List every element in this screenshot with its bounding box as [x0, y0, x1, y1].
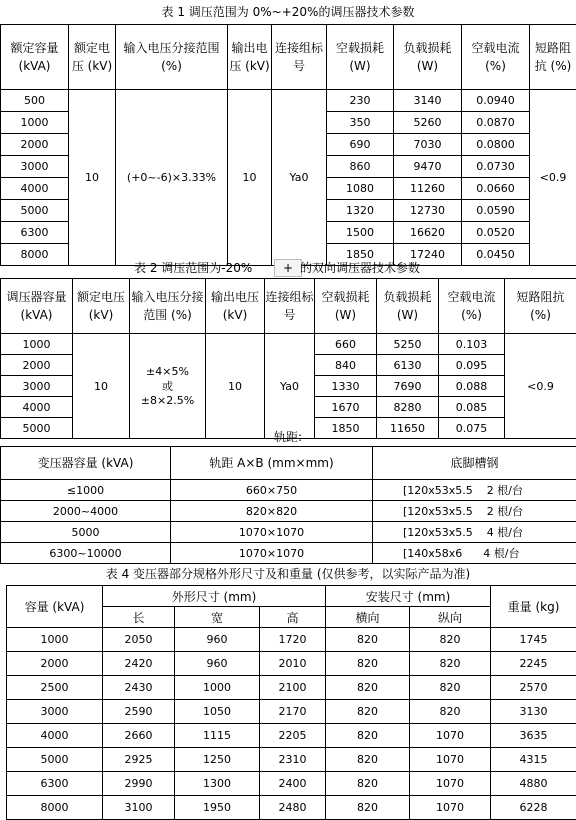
table4-cell: 820 — [326, 772, 410, 796]
table3-cell: [140x58x6 4 根/台 — [373, 543, 576, 564]
table4-cell: 8000 — [7, 796, 103, 820]
table1-header-cell: 输出电压 (kV) — [228, 25, 272, 90]
table1-cell: 1500 — [327, 222, 394, 244]
table1-header-cell: 空载损耗 (W) — [327, 25, 394, 90]
table4-cell: 820 — [326, 748, 410, 772]
table4-cell: 2400 — [260, 772, 326, 796]
table1-group-cell: Ya0 — [272, 90, 327, 266]
table-row — [7, 796, 576, 820]
table2-header-row — [1, 279, 576, 334]
table2-cell: 0.085 — [439, 397, 505, 418]
table4-cell: 820 — [410, 652, 491, 676]
table2-title-start: 表 2 调压范围为-20% — [134, 260, 252, 276]
table4-cell: 3000 — [7, 700, 103, 724]
table1-cell: 0.0870 — [462, 112, 530, 134]
table4-cell: 960 — [175, 652, 260, 676]
table2-cell: 0.103 — [439, 334, 505, 355]
table1-cell: 2000 — [1, 134, 69, 156]
table2-header-cell: 负载损耗 (W) — [377, 279, 439, 334]
table4-header-capacity: 容量 (kVA) — [7, 586, 103, 628]
table2-cell: 4000 — [1, 397, 73, 418]
table4 — [6, 585, 576, 820]
table4-cell: 1000 — [7, 628, 103, 652]
table4-subheader-cell: 长 — [103, 607, 175, 628]
table-row — [7, 700, 576, 724]
table4-cell: 1720 — [260, 628, 326, 652]
table1-range-cell: (+0~-6)×3.33% — [116, 90, 228, 266]
table4-cell: 2050 — [103, 628, 175, 652]
table3-header-cell: 变压器容量 (kVA) — [1, 447, 171, 480]
table1-cell: 6300 — [1, 222, 69, 244]
table4-cell: 820 — [326, 700, 410, 724]
table3-cell: 6300~10000 — [1, 543, 171, 564]
table4-cell: 1070 — [410, 724, 491, 748]
table-row — [7, 748, 576, 772]
table4-cell: 2430 — [103, 676, 175, 700]
table2-header-cell: 调压器容量 (kVA) — [1, 279, 73, 334]
table1-header-cell: 输入电压分接范围(%) — [116, 25, 228, 90]
table1 — [0, 24, 576, 266]
table2-header-cell: 短路阻抗 (%) — [505, 279, 576, 334]
table1-cell: 3000 — [1, 156, 69, 178]
table1-cell: 1320 — [327, 200, 394, 222]
table1-cell: 860 — [327, 156, 394, 178]
table1-cell: 0.0520 — [462, 222, 530, 244]
table2-cell: 0.095 — [439, 355, 505, 376]
table2-title-end: 的双向调压器技术参数 — [300, 260, 420, 276]
table2-cell: 1330 — [315, 376, 377, 397]
table4-subheader-cell: 纵向 — [410, 607, 491, 628]
table3-cell: 1070×1070 — [171, 522, 373, 543]
table3-cell: [120x53x5.5 2 根/台 — [373, 501, 576, 522]
table2-cell: 840 — [315, 355, 377, 376]
table4-cell: 1745 — [491, 628, 576, 652]
table2-cell: 2000 — [1, 355, 73, 376]
table2-impedance-cell: <0.9 — [505, 334, 576, 439]
table4-cell: 2310 — [260, 748, 326, 772]
table4-cell: 1000 — [175, 676, 260, 700]
table1-cell: 7030 — [394, 134, 462, 156]
table3-cell: 2000~4000 — [1, 501, 171, 522]
table4-cell: 2100 — [260, 676, 326, 700]
table1-impedance-cell: <0.9 — [530, 90, 576, 266]
table2-group-cell: Ya0 — [265, 334, 315, 439]
table3-cell: 660×750 — [171, 480, 373, 501]
table-row — [1, 480, 576, 501]
table4-cell: 2245 — [491, 652, 576, 676]
table2-range-or: 或 — [130, 378, 205, 394]
table4-cell: 2990 — [103, 772, 175, 796]
table1-cell: 1850 — [327, 244, 394, 266]
table1-header-cell: 额定电压 (kV) — [69, 25, 116, 90]
table1-cell: 0.0450 — [462, 244, 530, 266]
table1-cell: 9470 — [394, 156, 462, 178]
table4-cell: 1250 — [175, 748, 260, 772]
table2-range-cell — [130, 334, 206, 439]
table1-out-voltage-cell: 10 — [228, 90, 272, 266]
table4-cell: 2925 — [103, 748, 175, 772]
table1-cell: 500 — [1, 90, 69, 112]
table3-cell: 1070×1070 — [171, 543, 373, 564]
table2-cell: 7690 — [377, 376, 439, 397]
table4-cell: 2205 — [260, 724, 326, 748]
table-row — [1, 334, 576, 355]
table4-subheader-cell: 横向 — [326, 607, 410, 628]
table2-out-voltage-cell: 10 — [206, 334, 265, 439]
table2-header-cell: 输入电压分接范围 (%) — [130, 279, 206, 334]
table3-header-cell: 底脚槽钢 — [373, 447, 576, 480]
table3-cell: ≤1000 — [1, 480, 171, 501]
table-row — [1, 543, 576, 564]
table1-cell: 12730 — [394, 200, 462, 222]
table1-header-row — [1, 25, 576, 90]
table4-cell: 820 — [410, 676, 491, 700]
table1-cell: 3140 — [394, 90, 462, 112]
table1-cell: 17240 — [394, 244, 462, 266]
table2-cell: 0.075 — [439, 418, 505, 439]
table4-header-weight: 重量 (kg) — [491, 586, 576, 628]
table2-cell: 0.088 — [439, 376, 505, 397]
table4-cell: 5000 — [7, 748, 103, 772]
table1-header-cell: 短路阻抗 (%) — [530, 25, 576, 90]
table-row — [7, 724, 576, 748]
table3-cell: [120x53x5.5 2 根/台 — [373, 480, 576, 501]
table4-header-outline: 外形尺寸 (mm) — [103, 586, 326, 607]
table2-range-1: ±4×5% — [130, 365, 205, 378]
table4-cell: 2420 — [103, 652, 175, 676]
table4-cell: 1115 — [175, 724, 260, 748]
table4-cell: 1950 — [175, 796, 260, 820]
table3-header-row — [1, 447, 576, 480]
table-row — [7, 676, 576, 700]
table2-voltage-cell: 10 — [73, 334, 130, 439]
table1-header-cell: 连接组标号 — [272, 25, 327, 90]
table1-header-cell: 空载电流 (%) — [462, 25, 530, 90]
table4-subheader-cell: 高 — [260, 607, 326, 628]
table4-header-install: 安装尺寸 (mm) — [326, 586, 491, 607]
table4-cell: 2480 — [260, 796, 326, 820]
table2-header-cell: 输出电压(kV) — [206, 279, 265, 334]
table4-cell: 6300 — [7, 772, 103, 796]
table2-cell: 660 — [315, 334, 377, 355]
table3 — [0, 446, 576, 564]
table4-cell: 1070 — [410, 748, 491, 772]
table3-header-cell: 轨距 A×B (mm×mm) — [171, 447, 373, 480]
table2-cell: 8280 — [377, 397, 439, 418]
table4-cell: 4315 — [491, 748, 576, 772]
table1-cell: 8000 — [1, 244, 69, 266]
table1-cell: 0.0730 — [462, 156, 530, 178]
table4-cell: 1070 — [410, 796, 491, 820]
table1-title: 表 1 调压范围为 0%~+20%的调压器技术参数 — [0, 4, 576, 20]
table4-cell: 2570 — [491, 676, 576, 700]
table1-cell: 1000 — [1, 112, 69, 134]
table4-cell: 6228 — [491, 796, 576, 820]
table3-cell: 5000 — [1, 522, 171, 543]
table-row — [7, 628, 576, 652]
table2-cell: 6130 — [377, 355, 439, 376]
table2-cell: 1000 — [1, 334, 73, 355]
table3-title: 轨距: — [0, 429, 576, 445]
table4-cell: 3130 — [491, 700, 576, 724]
table4-cell: 820 — [326, 628, 410, 652]
table4-cell: 820 — [410, 628, 491, 652]
table4-cell: 820 — [326, 796, 410, 820]
table1-voltage-cell: 10 — [69, 90, 116, 266]
table4-cell: 2000 — [7, 652, 103, 676]
table2-header-cell: 空载电流 (%) — [439, 279, 505, 334]
table2-cell: 5000 — [1, 418, 73, 439]
table1-cell: 0.0590 — [462, 200, 530, 222]
table-row — [1, 501, 576, 522]
table-row — [1, 522, 576, 543]
table4-cell: 820 — [410, 700, 491, 724]
table2-header-cell: 空载损耗 (W) — [315, 279, 377, 334]
table2-cell: 5250 — [377, 334, 439, 355]
table1-cell: 5000 — [1, 200, 69, 222]
table4-subheader-cell: 宽 — [175, 607, 260, 628]
table4-cell: 820 — [326, 676, 410, 700]
table4-cell: 2500 — [7, 676, 103, 700]
table1-cell: 16620 — [394, 222, 462, 244]
table4-cell: 3635 — [491, 724, 576, 748]
add-button[interactable]: + — [274, 259, 302, 277]
table1-cell: 0.0940 — [462, 90, 530, 112]
table3-cell: [120x53x5.5 4 根/台 — [373, 522, 576, 543]
table1-cell: 350 — [327, 112, 394, 134]
table1-cell: 0.0800 — [462, 134, 530, 156]
table4-cell: 1300 — [175, 772, 260, 796]
table2-cell: 1670 — [315, 397, 377, 418]
table4-cell: 2590 — [103, 700, 175, 724]
table4-cell: 2010 — [260, 652, 326, 676]
table2-range-2: ±8×2.5% — [130, 394, 205, 407]
table4-cell: 2660 — [103, 724, 175, 748]
table1-cell: 11260 — [394, 178, 462, 200]
table1-cell: 5260 — [394, 112, 462, 134]
table4-cell: 1050 — [175, 700, 260, 724]
table2-cell: 3000 — [1, 376, 73, 397]
table2-header-cell: 额定电压(kV) — [73, 279, 130, 334]
table1-cell: 1080 — [327, 178, 394, 200]
table1-cell: 690 — [327, 134, 394, 156]
table-row — [1, 90, 576, 112]
table1-cell: 230 — [327, 90, 394, 112]
table4-cell: 820 — [326, 652, 410, 676]
table2 — [0, 278, 576, 439]
table4-header-row — [7, 586, 576, 607]
table2-header-cell: 连接组标号 — [265, 279, 315, 334]
table4-cell: 960 — [175, 628, 260, 652]
table-row — [7, 772, 576, 796]
table-row — [7, 652, 576, 676]
table1-header-cell: 额定容量 (kVA) — [1, 25, 69, 90]
table2-cell: 1850 — [315, 418, 377, 439]
table3-cell: 820×820 — [171, 501, 373, 522]
table4-title: 表 4 变压器部分规格外形尺寸及和重量 (仅供参考，以实际产品为准) — [0, 566, 576, 582]
table4-cell: 4000 — [7, 724, 103, 748]
table4-cell: 1070 — [410, 772, 491, 796]
table2-cell: 11650 — [377, 418, 439, 439]
table1-header-cell: 负载损耗 (W) — [394, 25, 462, 90]
table1-cell: 0.0660 — [462, 178, 530, 200]
table1-cell: 4000 — [1, 178, 69, 200]
table4-cell: 4880 — [491, 772, 576, 796]
table4-cell: 3100 — [103, 796, 175, 820]
table4-cell: 2170 — [260, 700, 326, 724]
table4-cell: 820 — [326, 724, 410, 748]
